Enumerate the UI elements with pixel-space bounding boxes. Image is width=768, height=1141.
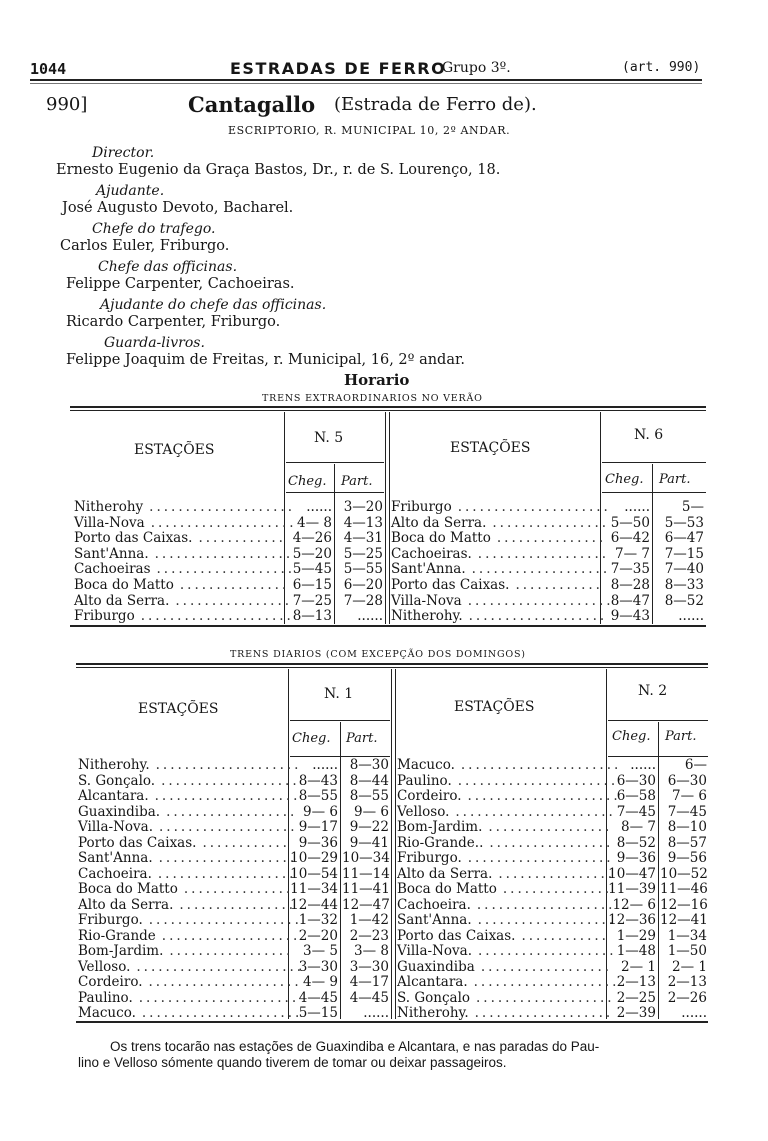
departure-time: ......	[678, 608, 704, 625]
leader-dots: ....................	[150, 514, 297, 531]
departure-time: 4—31	[343, 530, 383, 547]
departure-time: 8—57	[667, 834, 707, 851]
leader-dots: ...................	[476, 989, 615, 1006]
departure-time: ......	[681, 1005, 707, 1021]
leader-dots: ................	[492, 514, 610, 531]
departure-time: 7—45	[667, 803, 707, 820]
staff-name-guarda-livros: Felippe Joaquim de Freitas, r. Municipal, 16, 2º andar.	[66, 352, 465, 368]
leader-dots: .....................	[457, 499, 611, 515]
leader-dots: ..................	[480, 958, 613, 975]
departure-time: 8—55	[349, 788, 389, 804]
leader-dots: ...................	[474, 1005, 614, 1021]
station-name: Villa-Nova	[74, 514, 145, 531]
station-name: Cordeiro.	[397, 788, 462, 804]
arrival-time: 4— 8	[297, 514, 332, 531]
leader-dots: .......................	[136, 958, 305, 975]
table2-caption: TRENS DIARIOS (COM EXCEPÇÃO DOS DOMINGOS)	[230, 649, 526, 660]
departure-time: 4—17	[349, 974, 389, 990]
running-group: Grupo 3º.	[442, 60, 511, 76]
arrival-time: 5—50	[610, 514, 650, 531]
leader-dots: ...................	[158, 850, 298, 866]
arrival-time: 1—32	[298, 912, 338, 928]
leader-dots: ...............	[496, 530, 607, 547]
station-name: Villa-Nova	[391, 592, 462, 609]
header-rule	[30, 79, 702, 81]
arrival-time: 9—36	[616, 850, 656, 866]
header-rule-thin	[30, 83, 702, 84]
departure-time: 4—13	[343, 514, 383, 531]
departure-time: 9—22	[349, 819, 389, 835]
footnote-line-1: Os trens tocarão nas estações de Guaxindiba e Alcantara, e nas paradas do Pau-	[110, 1039, 600, 1054]
table2-top-rule-2	[76, 667, 708, 668]
station-name: Paulino.	[78, 989, 133, 1006]
departure-time: 3— 8	[354, 943, 389, 959]
station-name: Cachoeiras	[74, 561, 151, 578]
arrival-time: 7—45	[616, 803, 656, 820]
staff-name-ajudante: José Augusto Devoto, Bacharel.	[62, 200, 294, 216]
arrival-time: 12—44	[290, 896, 338, 913]
station-name: Friburgo.	[78, 912, 143, 928]
arrival-time: 7—35	[610, 561, 650, 578]
station-name: Sant'Anna.	[78, 850, 153, 866]
departure-time: 6—47	[664, 530, 704, 547]
arrival-time: 7— 7	[615, 545, 650, 562]
arrival-time: 11—39	[608, 881, 656, 897]
arrival-time: 8—52	[616, 834, 656, 851]
arrival-time: 11—34	[290, 881, 338, 897]
table1-bottom-rule	[70, 625, 706, 627]
leader-dots: ...................	[161, 927, 301, 944]
leader-dots: ...................	[158, 819, 298, 835]
arrival-time: 4—45	[298, 989, 338, 1006]
departure-time: 2—23	[349, 927, 389, 944]
leader-dots: ................	[498, 865, 616, 882]
arrival-time: 2—13	[616, 974, 656, 990]
staff-role-ajudante: Ajudante.	[96, 183, 165, 199]
table1-caption: TRENS EXTRAORDINARIOS NO VERÃO	[262, 393, 483, 404]
departure-time: 11—14	[342, 865, 390, 882]
arrival-time: ......	[624, 499, 650, 515]
arrival-time: 6—30	[616, 772, 656, 789]
departure-time: 7— 6	[672, 788, 707, 804]
arrival-time: 4— 9	[303, 974, 338, 990]
departure-time: 2—13	[667, 974, 707, 990]
station-name: Boca do Matto	[78, 881, 178, 897]
arrival-time: ......	[630, 757, 656, 773]
leader-dots: ...............	[502, 881, 613, 897]
arrival-time: 9—43	[610, 608, 650, 625]
leader-dots: ...................	[154, 545, 294, 562]
station-name: Cachoeira.	[78, 865, 152, 882]
arrival-time: 9—17	[298, 819, 338, 835]
staff-role-director: Director.	[92, 145, 155, 161]
leader-dots: .....................	[467, 788, 621, 804]
arrival-time: 3—30	[298, 958, 338, 975]
arrival-time: 6—42	[610, 530, 650, 547]
departure-time: 7—40	[664, 561, 704, 578]
station-name: Alcantara.	[78, 788, 149, 804]
leader-dots: ......................	[138, 989, 300, 1006]
horario-title: Horario	[344, 371, 410, 389]
arrival-time: 4—26	[292, 530, 332, 547]
leader-dots: ......................	[457, 772, 619, 789]
station-name: Sant'Anna.	[397, 912, 472, 928]
departure-time: 3—30	[349, 958, 389, 975]
leader-dots: .....................	[148, 974, 302, 990]
table1-cheg-left: Cheg.	[288, 474, 327, 489]
table1-top-rule-2	[70, 410, 706, 411]
station-name: Nitherohy.	[397, 1005, 469, 1021]
leader-dots: .....................	[148, 912, 302, 928]
station-name: Boca do Matto	[391, 530, 491, 547]
table1-top-rule	[70, 406, 706, 408]
departure-time: 2—26	[667, 989, 707, 1006]
station-name: Porto das Caixas.	[397, 927, 516, 944]
departure-time: 3—20	[343, 499, 383, 515]
leader-dots: ......................	[455, 803, 616, 820]
leader-dots: ..................	[166, 803, 298, 820]
leader-dots: ...................	[156, 561, 296, 578]
leader-dots: ............	[198, 530, 286, 547]
arrival-time: 8— 7	[621, 819, 656, 835]
departure-time: 12—16	[660, 896, 708, 913]
leader-dots: .................	[489, 834, 614, 851]
table2-train-right: N. 2	[638, 683, 668, 699]
staff-role-officinas: Chefe das officinas.	[98, 259, 238, 275]
table2-col-station-right: ESTAÇÕES	[454, 699, 535, 715]
table1-cheg-right: Cheg.	[605, 472, 644, 487]
station-name: Friburgo	[74, 608, 135, 625]
station-name: S. Gonçalo.	[78, 772, 156, 789]
departure-time: 1—42	[349, 912, 389, 928]
arrival-time: 6—15	[292, 577, 332, 593]
table2-top-rule	[76, 663, 708, 665]
arrival-time: 8—55	[298, 788, 338, 804]
footnote-line-2: lino e Velloso sómente quando tiverem de tomar ou deixar passageiros.	[78, 1055, 507, 1070]
staff-role-trafego: Chefe do trafego.	[92, 221, 216, 237]
leader-dots: ...................	[468, 608, 608, 625]
leader-dots: ....................	[155, 757, 302, 773]
arrival-time: 1—29	[616, 927, 656, 944]
table2-cheg-left: Cheg.	[292, 731, 331, 746]
table1-train-left: N. 5	[314, 430, 344, 446]
station-name: Boca do Matto	[397, 881, 497, 897]
leader-dots: ...............	[179, 577, 290, 593]
station-name: Alto da Serra.	[78, 896, 174, 913]
station-name: Sant'Anna.	[391, 561, 466, 578]
departure-time: 4—45	[349, 989, 389, 1006]
station-name: Alcantara.	[397, 974, 468, 990]
leader-dots: ......................	[141, 1005, 303, 1021]
entry-subtitle: (Estrada de Ferro de).	[334, 94, 537, 115]
arrival-time: 2—25	[616, 989, 656, 1006]
arrival-time: ......	[306, 499, 332, 515]
entry-number: 990]	[46, 94, 88, 115]
departure-time: 9—41	[349, 834, 389, 851]
leader-dots: .....................	[140, 608, 294, 625]
departure-time: 11—46	[660, 881, 708, 897]
station-name: Alto da Serra.	[397, 865, 493, 882]
table1-col-station-right: ESTAÇÕES	[450, 440, 531, 456]
station-name: Paulino.	[397, 772, 452, 789]
table2-col-station-left: ESTAÇÕES	[138, 701, 219, 717]
station-name: Cordeiro.	[78, 974, 143, 990]
arrival-time: 1—48	[616, 943, 656, 959]
station-name: Villa-Nova.	[78, 819, 153, 835]
departure-time: 8—10	[667, 819, 707, 835]
departure-time: 8—33	[664, 577, 704, 593]
station-name: Friburgo	[391, 499, 452, 515]
station-name: Cachoeira.	[397, 896, 471, 913]
departure-time: 6—	[684, 757, 707, 773]
arrival-time: 7—25	[292, 592, 332, 609]
staff-name-ajudante-officinas: Ricardo Carpenter, Friburgo.	[66, 314, 281, 330]
departure-time: 10—52	[660, 865, 708, 882]
leader-dots: ..................	[477, 545, 610, 562]
station-name: Sant'Anna.	[74, 545, 149, 562]
arrival-time: 5—20	[292, 545, 332, 562]
station-name: Guaxindiba	[397, 958, 475, 975]
departure-time: 5—	[681, 499, 704, 515]
departure-time: 7—28	[343, 592, 383, 609]
departure-time: 8—30	[349, 757, 389, 773]
leader-dots: ....................	[473, 974, 620, 990]
staff-role-ajudante-officinas: Ajudante do chefe das officinas.	[100, 297, 327, 313]
arrival-time: 5—45	[292, 561, 332, 578]
staff-name-officinas: Felippe Carpenter, Cachoeiras.	[66, 276, 295, 292]
departure-time: 5—25	[343, 545, 383, 562]
leader-dots: ............	[521, 927, 609, 944]
departure-time: ......	[363, 1005, 389, 1021]
leader-dots: ...................	[477, 912, 617, 928]
leader-dots: ....................	[154, 788, 301, 804]
departure-time: 6—30	[667, 772, 707, 789]
station-name: S. Gonçalo	[397, 989, 471, 1006]
arrival-time: 9—36	[298, 834, 338, 851]
departure-time: 9—56	[667, 850, 707, 866]
leader-dots: ................	[179, 896, 297, 913]
departure-time: 9— 6	[354, 803, 389, 820]
departure-time: 5—55	[343, 561, 383, 578]
arrival-time: 5—15	[298, 1005, 338, 1021]
table1-part-left: Part.	[341, 474, 373, 489]
station-name: Villa-Nova.	[397, 943, 472, 959]
arrival-time: 3— 5	[303, 943, 338, 959]
station-name: Macuco.	[397, 757, 455, 773]
station-name: Nitherohy	[74, 499, 144, 515]
table2-cheg-right: Cheg.	[612, 729, 651, 744]
station-name: Nitherohy.	[78, 757, 150, 773]
departure-time: 12—41	[660, 912, 708, 928]
leader-dots: ...................	[471, 561, 611, 578]
arrival-time: 2— 1	[621, 958, 656, 975]
arrival-time: 8—13	[292, 608, 332, 625]
departure-time: 7—15	[664, 545, 704, 562]
leader-dots: ...................	[161, 772, 300, 789]
staff-role-guarda-livros: Guarda-livros.	[104, 335, 205, 351]
station-name: Friburgo.	[397, 850, 462, 866]
leader-dots: .................	[169, 943, 294, 959]
table1-train-right: N. 6	[634, 427, 664, 443]
arrival-time: 10—47	[608, 865, 656, 882]
station-name: Alto da Serra.	[74, 592, 170, 609]
departure-time: 10—34	[342, 850, 390, 866]
arrival-time: 2—20	[298, 927, 338, 944]
table2-part-right: Part.	[665, 729, 697, 744]
office-address: ESCRIPTORIO, R. MUNICIPAL 10, 2º ANDAR.	[228, 124, 511, 137]
staff-name-trafego: Carlos Euler, Friburgo.	[60, 238, 230, 254]
leader-dots: ...................	[157, 865, 297, 882]
arrival-time: 8—28	[610, 577, 650, 593]
leader-dots: ...............	[183, 881, 294, 897]
leader-dots: ......................	[460, 757, 622, 773]
station-name: Bom-Jardim.	[397, 819, 483, 835]
station-name: Porto das Caixas.	[74, 530, 193, 547]
table1-part-right: Part.	[659, 472, 691, 487]
station-name: Nitherohy.	[391, 608, 463, 625]
departure-time: 1—50	[667, 943, 707, 959]
station-name: Velloso.	[78, 958, 131, 975]
departure-time: 12—47	[342, 896, 390, 913]
entry-title: Cantagallo	[188, 92, 316, 117]
arrival-time: 12—36	[608, 912, 656, 928]
departure-time: 6—20	[343, 577, 383, 593]
departure-time: 8—44	[349, 772, 389, 789]
departure-time: 5—53	[664, 514, 704, 531]
leader-dots: ....................	[149, 499, 295, 515]
leader-dots: ...................	[476, 896, 616, 913]
station-name: Porto das Caixas.	[78, 834, 197, 851]
station-name: Porto das Caixas.	[391, 577, 510, 593]
leader-dots: ....................	[467, 850, 614, 866]
station-name: Cachoeiras.	[391, 545, 472, 562]
leader-dots: .................	[488, 819, 613, 835]
arrival-time: 8—43	[298, 772, 338, 789]
station-name: Macuco.	[78, 1005, 136, 1021]
station-name: Guaxindiba.	[78, 803, 161, 820]
arrival-time: 6—58	[616, 788, 656, 804]
station-name: Alto da Serra.	[391, 514, 487, 531]
departure-time: ......	[357, 608, 383, 625]
arrival-time: 12— 6	[612, 896, 656, 913]
departure-time: 2— 1	[672, 958, 707, 975]
leader-dots: ...................	[477, 943, 617, 959]
station-name: Boca do Matto	[74, 577, 174, 593]
station-name: Bom-Jardim.	[78, 943, 164, 959]
arrival-time: 2—39	[616, 1005, 656, 1021]
station-name: Velloso.	[397, 803, 450, 820]
running-title: ESTRADAS DE FERRO	[230, 59, 447, 78]
leader-dots: ............	[202, 834, 290, 851]
departure-time: 8—52	[664, 592, 704, 609]
table1-col-station-left: ESTAÇÕES	[134, 442, 215, 458]
station-name: Rio-Grande	[78, 927, 156, 944]
article-ref: (art. 990)	[622, 60, 701, 75]
leader-dots: ............	[515, 577, 603, 593]
station-name: Rio-Grande..	[397, 834, 484, 851]
staff-name-director: Ernesto Eugenio da Graça Bastos, Dr., r. de S. Lourenço, 18.	[56, 162, 501, 178]
arrival-time: 10—54	[290, 865, 338, 882]
departure-time: 1—34	[667, 927, 707, 944]
arrival-time: 8—47	[610, 592, 650, 609]
arrival-time: 9— 6	[303, 803, 338, 820]
leader-dots: ....................	[467, 592, 614, 609]
arrival-time: 10—29	[290, 850, 338, 866]
departure-time: 11—41	[342, 881, 390, 897]
arrival-time: ......	[312, 757, 338, 773]
table2-part-left: Part.	[346, 731, 378, 746]
leader-dots: ................	[175, 592, 293, 609]
page-number: 1044	[30, 60, 67, 78]
table2-train-left: N. 1	[324, 686, 354, 702]
